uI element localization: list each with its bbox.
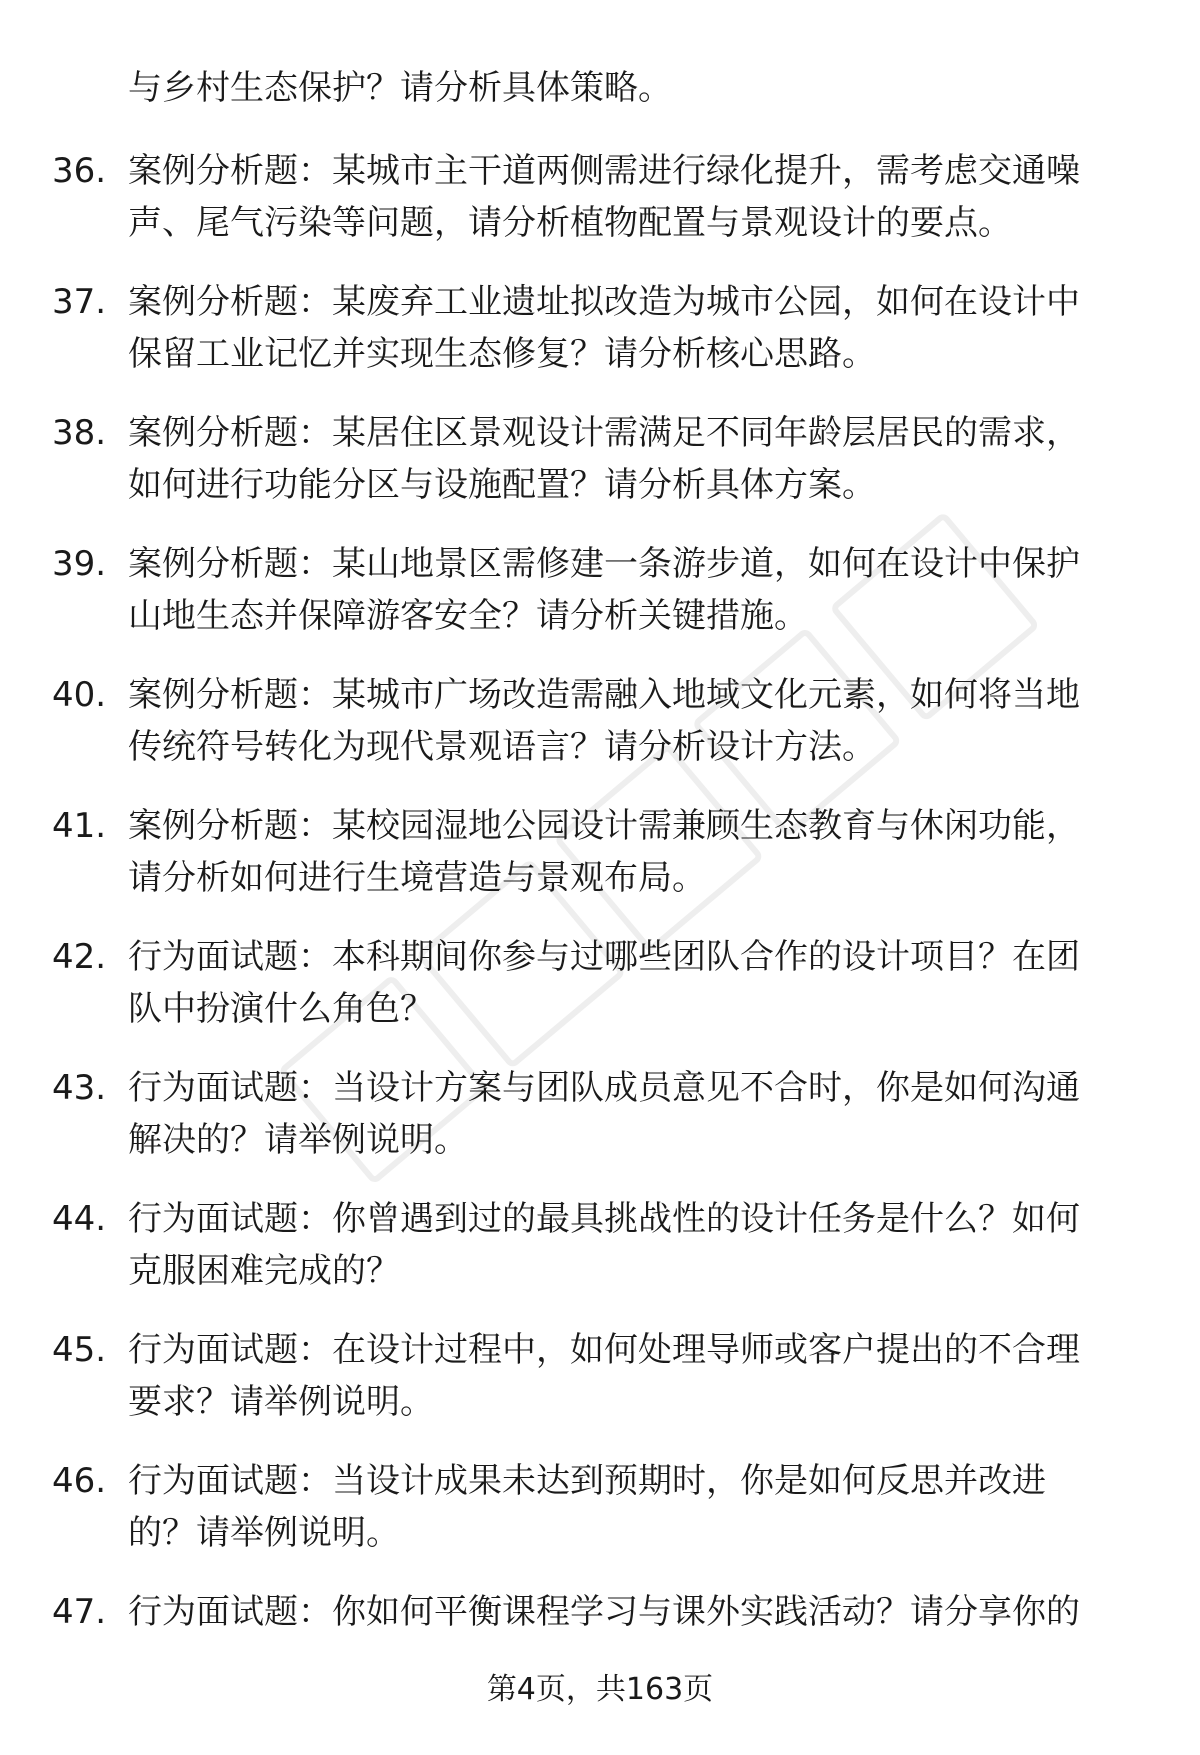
question-text-line: 行为面试题：在设计过程中，如何处理导师或客户提出的不合理: [128, 1330, 1080, 1370]
question-item: [0, 538, 1200, 669]
question-item: [0, 931, 1200, 1062]
question-text-line: 声、尾气污染等问题，请分析植物配置与景观设计的要点。: [128, 203, 1012, 243]
question-number: 47.: [52, 1592, 107, 1632]
question-number: 42.: [52, 937, 107, 977]
question-text-line: 行为面试题：你曾遇到过的最具挑战性的设计任务是什么？如何: [128, 1199, 1080, 1239]
question-text-line: 行为面试题：你如何平衡课程学习与课外实践活动？请分享你的: [128, 1592, 1080, 1632]
question-text-line: 克服困难完成的？: [128, 1251, 400, 1291]
question-number: 43.: [52, 1068, 107, 1108]
question-list: [0, 145, 1200, 1717]
question-item: [0, 669, 1200, 800]
question-item: [0, 800, 1200, 931]
question-text-line: 的？请举例说明。: [128, 1513, 400, 1553]
question-item: [0, 1193, 1200, 1324]
question-text-line: 请分析如何进行生境营造与景观布局。: [128, 858, 706, 898]
question-text-line: 行为面试题：本科期间你参与过哪些团队合作的设计项目？在团: [128, 937, 1080, 977]
question-number: 38.: [52, 413, 107, 453]
question-number: 40.: [52, 675, 107, 715]
question-item: [0, 145, 1200, 276]
question-text-line: 要求？请举例说明。: [128, 1382, 434, 1422]
question-item: [0, 1324, 1200, 1455]
question-text-line: 行为面试题：当设计方案与团队成员意见不合时，你是如何沟通: [128, 1068, 1080, 1108]
question-item: [0, 1062, 1200, 1193]
question-text-line: 案例分析题：某废弃工业遗址拟改造为城市公园，如何在设计中: [128, 282, 1080, 322]
question-text-line: 案例分析题：某城市广场改造需融入地域文化元素，如何将当地: [128, 675, 1080, 715]
question-text-line: 山地生态并保障游客安全？请分析关键措施。: [128, 596, 808, 636]
question-number: 41.: [52, 806, 107, 846]
question-text-line: 行为面试题：当设计成果未达到预期时，你是如何反思并改进: [128, 1461, 1046, 1501]
question-item: [0, 1455, 1200, 1586]
question-number: 46.: [52, 1461, 107, 1501]
question-text-line: 传统符号转化为现代景观语言？请分析设计方法。: [128, 727, 876, 767]
question-number: 44.: [52, 1199, 107, 1239]
question-number: 45.: [52, 1330, 107, 1370]
question-text-line: 如何进行功能分区与设施配置？请分析具体方案。: [128, 465, 876, 505]
question-text-line: 案例分析题：某居住区景观设计需满足不同年龄层居民的需求，: [128, 413, 1080, 453]
question-item: [0, 276, 1200, 407]
page-footer: 第4页，共163页: [486, 1672, 714, 1707]
question-number: 39.: [52, 544, 107, 584]
question-number: 37.: [52, 282, 107, 322]
question-text-line: 案例分析题：某城市主干道两侧需进行绿化提升，需考虑交通噪: [128, 151, 1080, 191]
question-text-line: 案例分析题：某校园湿地公园设计需兼顾生态教育与休闲功能，: [128, 806, 1080, 846]
question-text-line: 解决的？请举例说明。: [128, 1120, 468, 1160]
question-text-line: 案例分析题：某山地景区需修建一条游步道，如何在设计中保护: [128, 544, 1080, 584]
question-text-line: 保留工业记忆并实现生态修复？请分析核心思路。: [128, 334, 876, 374]
question-item: [0, 407, 1200, 538]
question-text-line: 队中扮演什么角色？: [128, 989, 434, 1029]
question-number: 36.: [52, 151, 107, 191]
continued-question-text: 与乡村生态保护？请分析具体策略。: [128, 68, 672, 108]
